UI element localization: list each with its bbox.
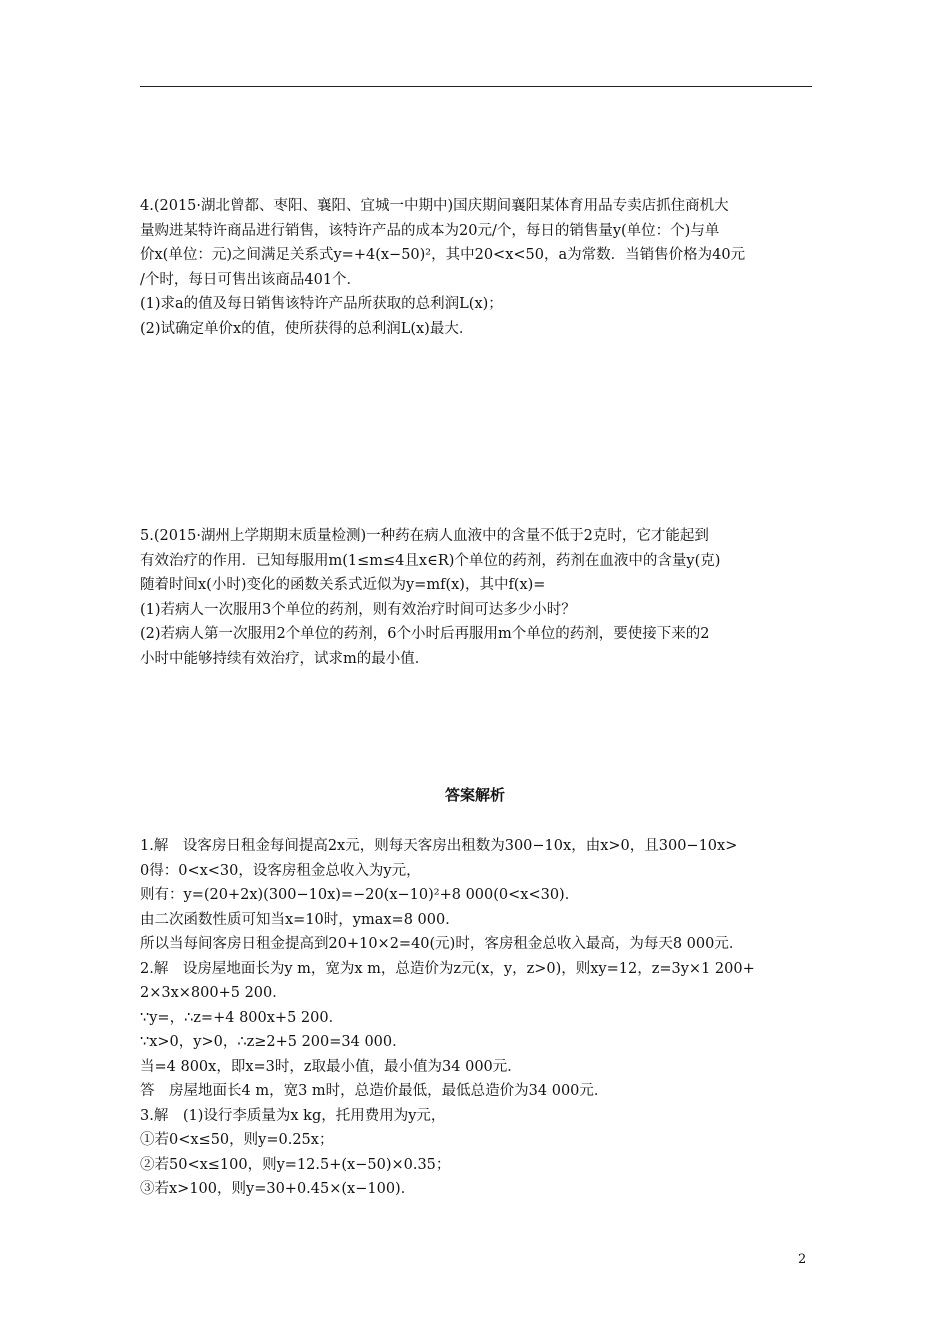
problem-5-line: (1)若病人一次服用3个单位的药剂，则有效治疗时间可达多少小时？: [140, 601, 576, 618]
answer-line: 2×3x×800+5 200．: [140, 985, 287, 1001]
answer-line: ∵x>0，y>0，∴z≥2+5 200=34 000．: [140, 1034, 407, 1050]
problem-4-line: /个时，每日可售出该商品401个．: [140, 271, 362, 288]
problem-4-line: (1)求a的值及每日销售该特许产品所获取的总利润L(x)；: [140, 296, 503, 312]
answer-line: 答 房屋地面长4 m，宽3 m时，总造价最低，最低总造价为34 000元．: [140, 1083, 609, 1099]
answer-line: ∵y=，∴z=+4 800x+5 200．: [140, 1009, 344, 1026]
problem-4-line: 量购进某特许商品进行销售，该特许产品的成本为20元/个，每日的销售量y(单位：个)与单: [140, 222, 720, 239]
problem-4: [140, 194, 820, 341]
problem-4-line: 4.(2015·湖北曾都、枣阳、襄阳、宜城一中期中)国庆期间襄阳某体育用品专卖店抓住商机大: [140, 198, 729, 214]
problem-5-line: 随着时间x(小时)变化的函数关系式近似为y=mf(x)，其中f(x)=: [140, 577, 546, 593]
page-number: 2: [798, 1252, 807, 1267]
answer-line: 2.解 设房屋地面长为y m，宽为x m，总造价为z元(x，y，z>0)，则xy=12，z=3y×1 200+: [140, 960, 755, 977]
header-rule: [140, 86, 812, 87]
answers-body: [140, 834, 820, 1202]
answer-line: ①若0<x≤50，则y=0.25x；: [140, 1132, 334, 1148]
answer-line: 所以当每间客房日租金提高到20+10×2=40(元)时，客房租金总收入最高，为每天8 000元．: [140, 936, 744, 952]
answer-line: 则有：y=(20+2x)(300−10x)=−20(x−10)²+8 000(0<x<30)．: [140, 887, 580, 903]
answer-line: 1.解 设客房日租金每间提高2x元，则每天客房出租数为300−10x，由x>0，且300−10x>: [140, 838, 738, 854]
problem-5: [140, 524, 820, 671]
problem-4-line: (2)试确定单价x的值，使所获得的总利润L(x)最大．: [140, 320, 474, 337]
answer-line: 当=4 800x，即x=3时，z取最小值，最小值为34 000元．: [140, 1058, 522, 1075]
problem-5-line: 5.(2015·湖州上学期期末质量检测)一种药在病人血液中的含量不低于2克时，它才能起到: [140, 528, 709, 544]
answer-line: 3.解 (1)设行李质量为x kg，托用费用为y元，: [140, 1107, 446, 1124]
problem-4-line: 价x(单位：元)之间满足关系式y=+4(x−50)²，其中20<x<50，a为常数．当销售价格为40元: [140, 247, 746, 263]
answer-line: 由二次函数性质可知当x=10时，ymax=8 000．: [140, 911, 460, 928]
answer-line: 0得：0<x<30，设客房租金总收入为y元，: [140, 862, 421, 879]
answer-line: ③若x>100，则y=30+0.45×(x−100)．: [140, 1181, 416, 1197]
problem-5-line: 有效治疗的作用．已知每服用m(1≤m≤4且x∈R)个单位的药剂，药剂在血液中的含量y(克): [140, 552, 721, 569]
answer-line: ②若50<x≤100，则y=12.5+(x−50)×0.35；: [140, 1156, 451, 1173]
answers-title: 答案解析: [444, 786, 505, 804]
problem-5-line: (2)若病人第一次服用2个单位的药剂，6个小时后再服用m个单位的药剂，要使接下来的2: [140, 626, 710, 642]
problem-5-line: 小时中能够持续有效治疗，试求m的最小值．: [140, 650, 430, 667]
